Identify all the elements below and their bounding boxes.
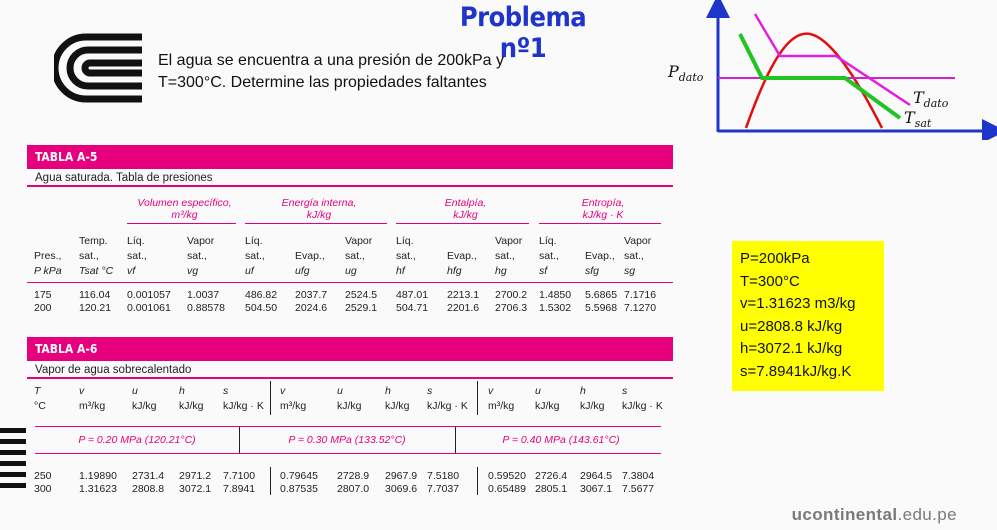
footer-brand-name: ucontinental	[791, 505, 898, 524]
university-logo	[54, 33, 146, 103]
a5-group-rule	[396, 223, 529, 224]
a5-header-line2: sat.,	[187, 250, 207, 262]
a6-pressure-divider	[239, 427, 240, 453]
a5-cell: 0.001061	[127, 302, 171, 314]
tv-diagram-svg	[660, 0, 997, 140]
problem-line-1: El agua se encuentra a una presión de 200kPa y	[158, 52, 505, 69]
a6-cell: 0.87535	[280, 483, 318, 495]
a6-pressure-header: P = 0.30 MPa (133.52°C)	[288, 434, 406, 446]
a6-col-unit: kJ/kg	[179, 400, 204, 412]
a5-header-line2: sat.,	[127, 250, 147, 262]
a5-header-line2: sat.,	[495, 250, 515, 262]
table-a6	[27, 337, 673, 503]
answer-v: v=1.31623 m3/kg	[740, 295, 856, 312]
a5-header-line2: sat.,	[79, 250, 99, 262]
a6-cell: 3072.1	[179, 483, 212, 495]
a5-cell: 0.001057	[127, 289, 171, 301]
a6-col-symbol: v	[280, 385, 286, 397]
table-a6-subtitle: Vapor de agua sobrecalentado	[27, 361, 673, 379]
a6-col-symbol: s	[223, 385, 229, 397]
a6-col-unit: kJ/kg	[132, 400, 157, 412]
a6-col-symbol: u	[132, 385, 138, 397]
problem-line-2: T=300°C. Determine las propiedades faltantes	[158, 74, 487, 91]
a5-header-line2: Evap.,	[585, 250, 615, 262]
a6-cell: 7.7037	[427, 483, 460, 495]
a6-pressure-header: P = 0.20 MPa (120.21°C)	[78, 434, 196, 446]
a5-cell: 504.50	[245, 302, 278, 314]
a5-group-label: Energía interna,	[281, 197, 357, 209]
a6-cell: 2728.9	[337, 470, 370, 482]
a5-header-line1: Vapor	[624, 235, 652, 247]
a5-header-line2: sat.,	[245, 250, 265, 262]
table-a6-body	[27, 381, 673, 501]
table-a5-body	[27, 189, 673, 319]
a6-col-divider	[270, 381, 271, 415]
a5-header-line2: Evap.,	[295, 250, 325, 262]
a5-cell: 2037.7	[295, 289, 328, 301]
a6-cell: 1.19890	[79, 470, 117, 482]
a5-header-line1: Vapor	[345, 235, 373, 247]
a6-col-symbol: T	[34, 385, 41, 397]
a6-col-symbol: s	[622, 385, 628, 397]
a5-header-symbol: P kPa	[34, 265, 62, 277]
a6-cell: 300	[34, 483, 52, 495]
a6-cell: 7.8941	[223, 483, 256, 495]
a6-cell: 7.5180	[427, 470, 460, 482]
a5-group-label: Entalpía,	[444, 197, 487, 209]
a5-cell: 487.01	[396, 289, 429, 301]
a5-cell: 504.71	[396, 302, 429, 314]
a6-col-divider	[477, 381, 478, 415]
a6-row-divider	[270, 467, 271, 495]
a5-group-rule	[127, 223, 236, 224]
a5-cell: 120.21	[79, 302, 112, 314]
a6-cell: 2805.1	[535, 483, 568, 495]
a5-cell: 1.5302	[539, 302, 572, 314]
a5-cell: 2524.5	[345, 289, 378, 301]
a5-header-line1: Líq.	[539, 235, 557, 247]
a5-header-line2: Evap.,	[447, 250, 477, 262]
table-a6-title: TABLA A-6	[27, 337, 673, 361]
a5-group-label: Entropía,	[581, 197, 625, 209]
answer-box	[732, 241, 884, 391]
answer-t: T=300°C	[740, 272, 800, 290]
a6-col-unit: kJ/kg · K	[622, 400, 663, 412]
a5-header-symbol: uf	[245, 265, 254, 277]
a6-cell: 0.59520	[488, 470, 526, 482]
a6-cell: 2971.2	[179, 470, 212, 482]
a5-header-line1: Líq.	[396, 235, 414, 247]
a5-header-symbol: ug	[345, 265, 357, 277]
t-dato-label: $T_{dato}$	[913, 88, 949, 111]
a5-header-symbol: hf	[396, 265, 405, 277]
a6-col-symbol: v	[79, 385, 85, 397]
t-sat-line	[740, 34, 900, 118]
tv-diagram	[660, 0, 997, 140]
a5-group-unit: kJ/kg	[453, 209, 478, 221]
a6-cell: 2808.8	[132, 483, 165, 495]
a5-header-symbol: ufg	[295, 265, 310, 277]
a6-pressure-divider	[455, 427, 456, 453]
a5-cell: 486.82	[245, 289, 278, 301]
a5-header-rule	[27, 282, 673, 283]
a6-cell: 3067.1	[580, 483, 613, 495]
a6-cell: 7.5677	[622, 483, 655, 495]
a6-col-unit: m³/kg	[488, 400, 515, 412]
a5-cell: 7.1716	[624, 289, 657, 301]
a6-col-symbol: h	[385, 385, 391, 397]
a6-row-divider	[477, 467, 478, 495]
a5-header-symbol: hfg	[447, 265, 462, 277]
a6-cell: 250	[34, 470, 52, 482]
answer-p: P=200kPa	[740, 250, 810, 267]
a6-cell: 0.65489	[488, 483, 526, 495]
a6-col-unit: kJ/kg	[535, 400, 560, 412]
footer-domain: .edu.pe	[897, 505, 957, 524]
problem-statement	[158, 50, 578, 94]
decorative-bars	[0, 428, 26, 494]
a6-cell: 2807.0	[337, 483, 370, 495]
answer-h: h=3072.1 kJ/kg	[740, 340, 843, 357]
a5-group-unit: m³/kg	[171, 209, 198, 221]
a6-cell: 2726.4	[535, 470, 568, 482]
a6-col-unit: kJ/kg	[337, 400, 362, 412]
a6-pressure-rule-top	[35, 426, 661, 427]
a5-cell: 2201.6	[447, 302, 480, 314]
a5-header-line2: sat.,	[396, 250, 416, 262]
table-a5-subtitle: Agua saturada. Tabla de presiones	[27, 169, 673, 187]
a6-cell: 2731.4	[132, 470, 165, 482]
a5-group-label: Volumen específico,	[137, 197, 232, 209]
a6-col-symbol: v	[488, 385, 494, 397]
a5-header-line2: Pres.,	[34, 250, 62, 262]
table-a5	[27, 145, 673, 320]
a5-cell: 5.5968	[585, 302, 618, 314]
answer-s: s=7.8941kJ/kg.K	[740, 362, 852, 380]
a6-col-unit: °C	[34, 400, 46, 412]
a5-cell: 2213.1	[447, 289, 480, 301]
a6-cell: 3069.6	[385, 483, 418, 495]
a5-header-line1: Temp.	[79, 235, 108, 247]
a5-cell: 5.6865	[585, 289, 618, 301]
a5-header-symbol: sf	[539, 265, 548, 277]
a6-col-unit: kJ/kg · K	[223, 400, 264, 412]
a5-header-line1: Vapor	[495, 235, 523, 247]
a5-cell: 116.04	[79, 289, 111, 301]
table-a5-title: TABLA A-5	[27, 145, 673, 169]
a5-header-symbol: vf	[127, 265, 136, 277]
a5-cell: 2700.2	[495, 289, 528, 301]
saturation-dome	[746, 34, 882, 128]
a5-header-symbol: sfg	[585, 265, 600, 277]
a6-col-unit: m³/kg	[280, 400, 307, 412]
a6-col-symbol: u	[337, 385, 343, 397]
a6-pressure-header: P = 0.40 MPa (143.61°C)	[502, 434, 620, 446]
a6-cell: 7.7100	[223, 470, 256, 482]
a5-group-unit: kJ/kg	[306, 209, 332, 221]
a6-cell: 7.3804	[622, 470, 655, 482]
a5-group-rule	[539, 223, 661, 224]
a6-cell: 2967.9	[385, 470, 418, 482]
a5-cell: 0.88578	[187, 302, 225, 314]
a5-cell: 1.0037	[187, 289, 220, 301]
a5-header-line1: Líq.	[245, 235, 263, 247]
a5-cell: 1.4850	[539, 289, 572, 301]
a6-col-symbol: s	[427, 385, 433, 397]
a6-cell: 0.79645	[280, 470, 318, 482]
a6-col-unit: kJ/kg	[385, 400, 410, 412]
a5-header-symbol: sg	[624, 265, 636, 277]
a5-cell: 7.1270	[624, 302, 657, 314]
a6-col-symbol: h	[580, 385, 586, 397]
a5-cell: 200	[34, 302, 52, 314]
a5-group-rule	[245, 223, 387, 224]
a5-header-symbol: Tsat °C	[79, 265, 114, 277]
a6-pressure-rule-bottom	[35, 453, 661, 454]
footer-brand	[792, 505, 957, 525]
answer-u: u=2808.8 kJ/kg	[740, 317, 843, 335]
a6-col-unit: kJ/kg	[580, 400, 605, 412]
a5-group-unit: kJ/kg · K	[582, 209, 624, 221]
a5-header-line2: sat.,	[539, 250, 559, 262]
t-sat-label: $T_{sat}$	[904, 108, 932, 131]
a6-col-symbol: h	[179, 385, 185, 397]
a5-header-line2: sat.,	[345, 250, 365, 262]
a5-cell: 2706.3	[495, 302, 528, 314]
p-dato-label: $P_{dato}$	[668, 62, 704, 85]
a5-cell: 2529.1	[345, 302, 378, 314]
a5-cell: 2024.6	[295, 302, 328, 314]
a6-cell: 1.31623	[79, 483, 117, 495]
a5-header-symbol: vg	[187, 265, 199, 277]
a5-cell: 175	[34, 289, 52, 301]
a6-col-symbol: u	[535, 385, 541, 397]
a5-header-line1: Líq.	[127, 235, 145, 247]
a6-col-unit: m³/kg	[79, 400, 106, 412]
page-title: Problema nº1	[459, 2, 587, 64]
a5-header-symbol: hg	[495, 265, 507, 277]
a6-cell: 2964.5	[580, 470, 613, 482]
a6-col-unit: kJ/kg · K	[427, 400, 468, 412]
a5-header-line2: sat.,	[624, 250, 644, 262]
a5-header-line1: Vapor	[187, 235, 215, 247]
t-dato-line	[755, 14, 910, 105]
